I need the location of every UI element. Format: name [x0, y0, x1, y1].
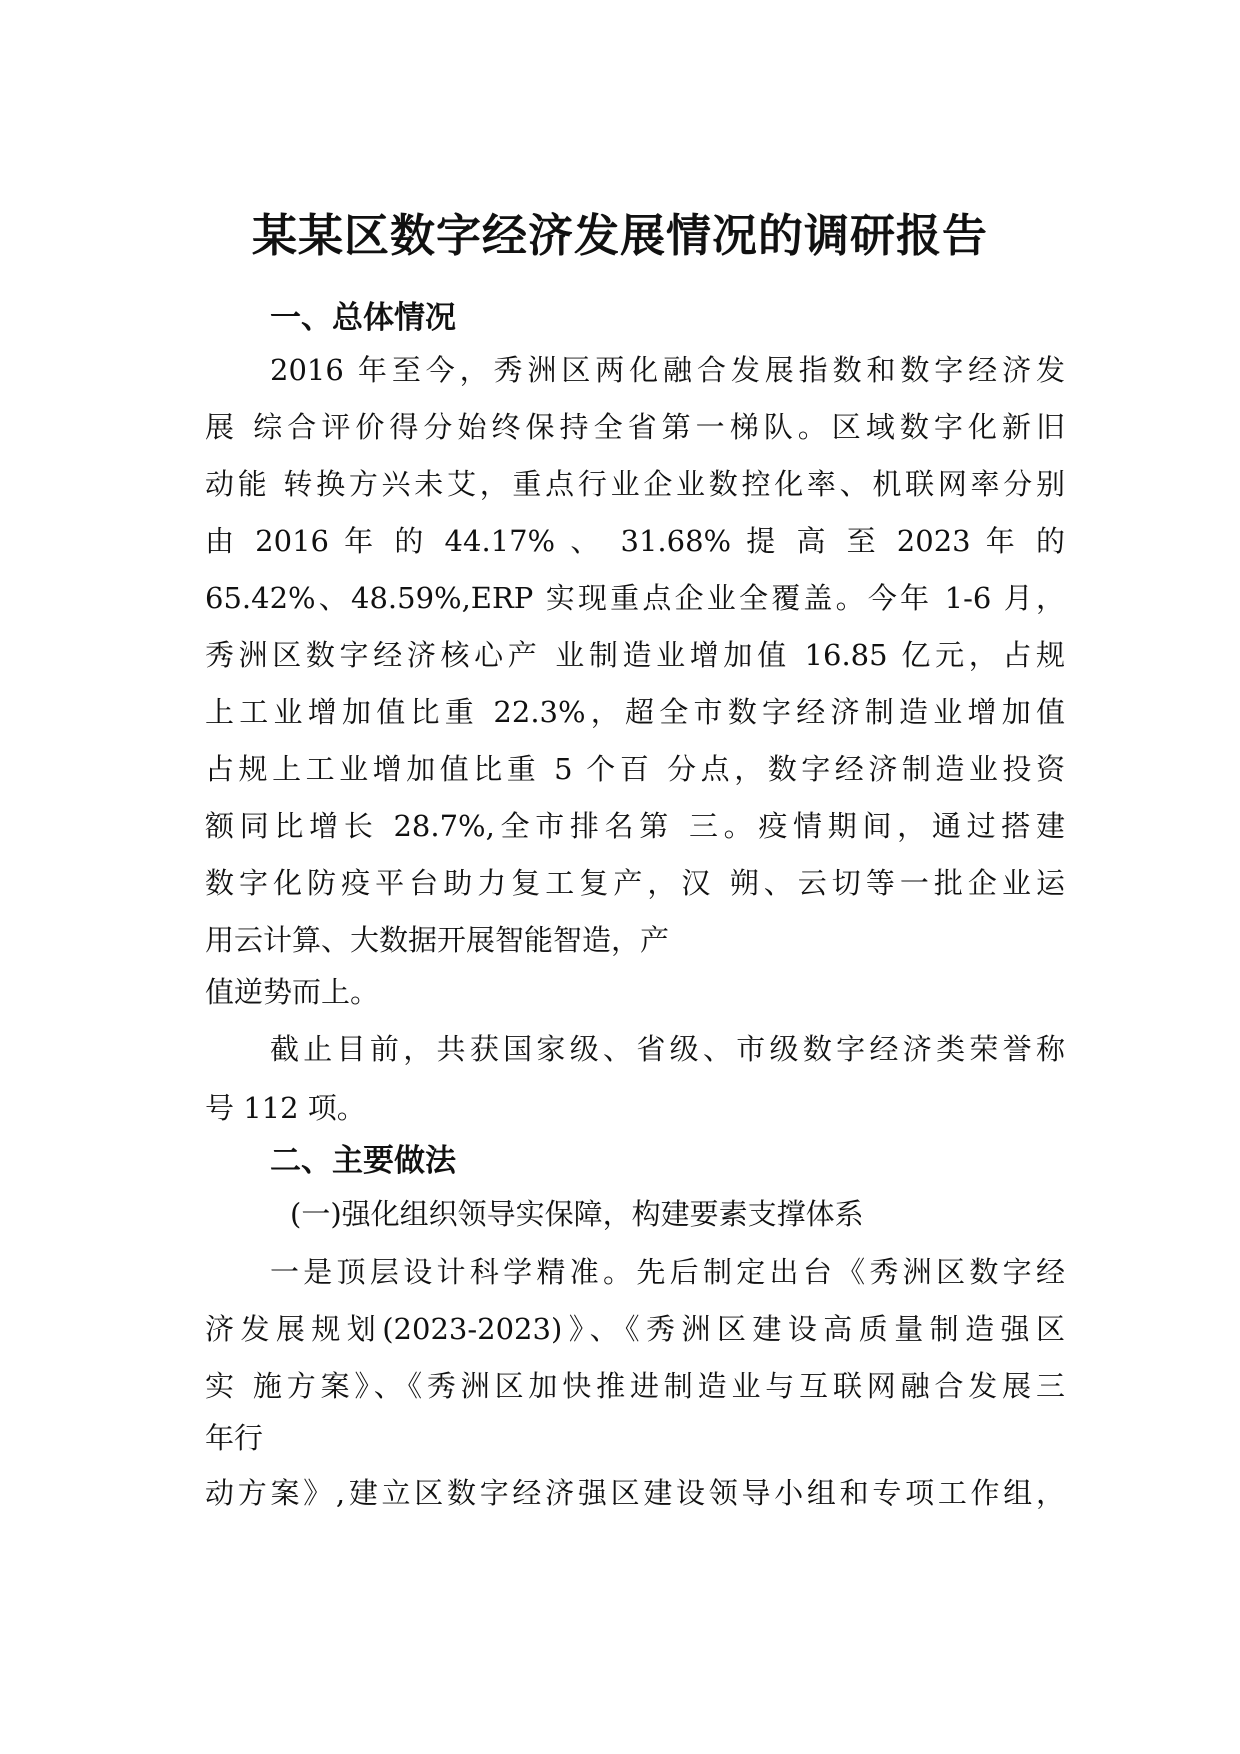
paragraph-line: 占规上工业增加值比重 5 个百 分点，数字经济制造业投资 [205, 752, 1065, 786]
paragraph-line: 济发展规划(2023-2023)》、《秀洲区建设高质量制造强区 [205, 1312, 1065, 1346]
section-heading-overall: 一、总体情况 [270, 300, 456, 336]
document-title: 某某区数字经济发展情况的调研报告 [251, 209, 988, 262]
paragraph-line: 数字化防疫平台助力复工复产，汉 朔、云切等一批企业运 [205, 866, 1065, 900]
section-heading-practices: 二、主要做法 [270, 1143, 456, 1179]
paragraph-line: 额同比增长 28.7%,全市排名第 三。疫情期间，通过搭建 [205, 809, 1065, 843]
paragraph-line: 2016 年至今，秀洲区两化融合发展指数和数字经济发 [270, 353, 1065, 387]
paragraph-line: 展 综合评价得分始终保持全省第一梯队。区域数字化新旧 [205, 410, 1065, 444]
paragraph-line: 号 112 项。 [205, 1091, 366, 1125]
paragraph-line: 由 2016 年 的 44.17% 、 31.68% 提 高 至 2023 年 的 [205, 524, 1065, 558]
paragraph-line: 动方案》,建立区数字经济强区建设领导小组和专项工作组， [205, 1476, 1065, 1510]
paragraph-line: 动能 转换方兴未艾，重点行业企业数控化率、机联网率分别 [205, 467, 1065, 501]
paragraph-line: 秀洲区数字经济核心产 业制造业增加值 16.85 亿元，占规 [205, 638, 1065, 672]
subsection-heading: (一)强化组织领导实保障，构建要素支撑体系 [290, 1197, 864, 1231]
paragraph-line: 一是顶层设计科学精准。先后制定出台《秀洲区数字经 [270, 1255, 1065, 1289]
paragraph-line: 上工业增加值比重 22.3%，超全市数字经济制造业增加值 [205, 695, 1065, 729]
paragraph-line: 用云计算、大数据开展智能智造，产 [205, 923, 670, 957]
paragraph-line: 65.42%、48.59%,ERP 实现重点企业全覆盖。今年 1-6 月， [205, 581, 1065, 615]
paragraph-line: 年行 [205, 1421, 264, 1455]
paragraph-line: 值逆势而上。 [205, 975, 380, 1009]
paragraph-line: 实 施方案》、《秀洲区加快推进制造业与互联网融合发展三 [205, 1369, 1065, 1403]
paragraph-line: 截止目前，共获国家级、省级、市级数字经济类荣誉称 [270, 1032, 1065, 1066]
